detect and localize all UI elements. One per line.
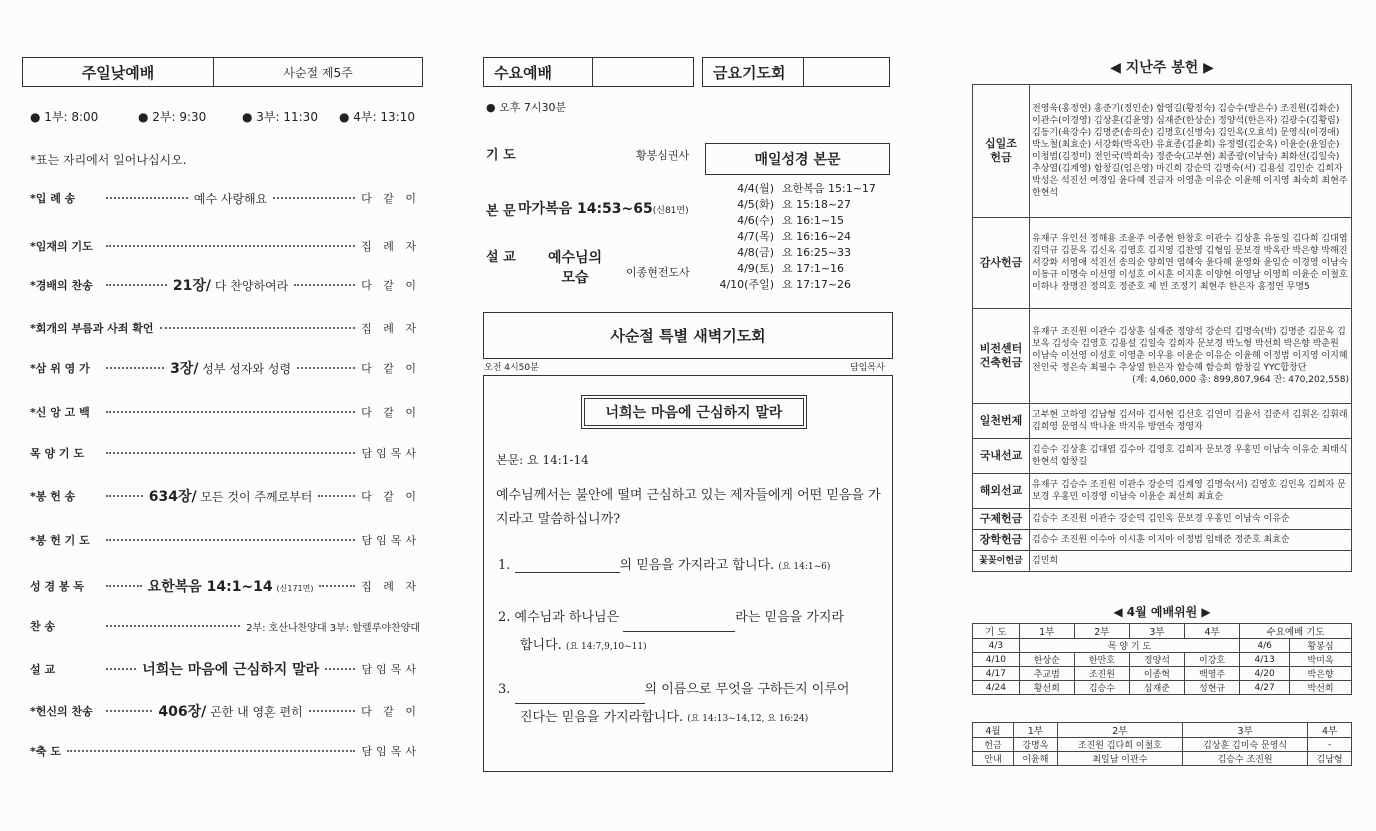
- q3-ref: (요 14:13~14,12, 요 16:24): [687, 714, 809, 724]
- offering-row: [973, 509, 1352, 530]
- order-who: 담임목사: [361, 663, 420, 676]
- order-who: 집 례 자: [361, 240, 420, 253]
- staff-c3: 정양석: [1129, 653, 1184, 667]
- q1-num: 1.: [498, 558, 511, 573]
- dot-leader: [160, 327, 356, 329]
- offering-names: [1030, 404, 1352, 439]
- study-title: 너희는 마음에 근심하지 말라: [584, 398, 804, 426]
- bible-date: 4/5(화): [737, 198, 774, 211]
- offering-category: 비전센터 건축헌금: [973, 309, 1030, 404]
- q2-num: 2.: [498, 610, 511, 625]
- dot-leader: [297, 367, 355, 369]
- dot-leader: [106, 495, 143, 497]
- staff-c1: 황선희: [1019, 681, 1074, 695]
- q2-text: 라는 믿음을 가지라: [735, 610, 845, 625]
- order-who: 다 같 이: [361, 279, 421, 292]
- order-content: [170, 358, 291, 378]
- time-1: ● 1부: 8:00: [30, 110, 99, 124]
- staff-wdate: 4/27: [1240, 681, 1290, 695]
- time-4: ● 4부: 13:10: [339, 110, 415, 124]
- order-row: [30, 578, 420, 594]
- order-who: 다 같 이: [361, 490, 421, 503]
- offering-names: [1030, 509, 1352, 530]
- staff-c4: 백영주: [1185, 667, 1240, 681]
- bible-item: [716, 229, 896, 245]
- order-content: [246, 619, 420, 634]
- wed-text-ref: [518, 198, 689, 218]
- order-label: *입 례 송: [30, 192, 76, 205]
- bible-date: 4/9(토): [737, 262, 774, 275]
- dot-leader: [106, 539, 355, 541]
- wed-sermon-who: 이종현전도사: [626, 266, 690, 279]
- duty-h4: 4부: [1308, 723, 1352, 738]
- duty-h2: 2부: [1057, 723, 1182, 738]
- staff-h1: 1부: [1019, 624, 1074, 639]
- dot-leader: [318, 495, 355, 497]
- time-2: ● 2부: 9:30: [138, 110, 207, 124]
- wed-text-ref-value: 마가복음 14:53~65: [518, 201, 653, 217]
- dot-leader: [106, 245, 355, 247]
- dot-leader: [319, 585, 355, 587]
- duty-c4: 김남형: [1308, 752, 1352, 766]
- order-row: [30, 238, 420, 254]
- offering-row: [973, 474, 1352, 509]
- order-row: [30, 661, 420, 677]
- bible-ref: 요 16:16~24: [782, 230, 852, 243]
- staff-h2: 2부: [1074, 624, 1129, 639]
- offering-names-text: 유재구 조진원 이관수 김상훈 심재준 정양석 강순덕 김명숙(박) 김명준 김문옥 김보옥 김성숙 김영호 김용설 김일숙 김희자 문보경 박노형 박선희 박은향 박춘원 이남숙 이선영 이성호 이영춘 이우용 이윤순 이유순 이윤해 이정범 이지영 이지혜 전인국 정은숙 최필수 추상열 한은자 함승혜 함승희 함창길 YYC합창단: [1032, 327, 1348, 373]
- offering-names: [1030, 439, 1352, 474]
- duty-c2: 최일남 이관수: [1057, 752, 1182, 766]
- offering-names-text: 김민희: [1032, 556, 1059, 566]
- wed-sermon-label: 설 교: [486, 250, 516, 265]
- staff-row: [973, 639, 1352, 653]
- offering-names: [1030, 474, 1352, 509]
- order-label: *회개의 부름과 사죄 확언: [30, 322, 154, 335]
- dot-leader: [106, 411, 355, 413]
- sunday-title: 주일낮예배: [23, 58, 214, 86]
- duty-label: 안내: [973, 752, 1014, 766]
- order-who: 담임목사: [361, 745, 420, 758]
- wed-sermon-title: [540, 248, 610, 288]
- offering-names-text: 고부현 고하영 김남형 김서아 김서현 김선호 김연미 김윤서 김준서 김휘온 김휘래 김희영 문영식 박나윤 박지유 방연숙 정영자: [1032, 410, 1348, 432]
- order-bold: 너희는 마음에 근심하지 말라: [142, 662, 320, 678]
- order-content: [142, 659, 319, 679]
- order-bold: 406장/: [158, 704, 207, 720]
- bible-date: 4/6(수): [737, 214, 774, 227]
- staff-header-row: [973, 624, 1352, 639]
- offering-names-text: 김승수 김상훈 김대엽 김수아 김영호 김희자 문보경 우홍민 이남숙 이유순 최태식 한현석 함창길: [1032, 445, 1348, 467]
- study-text: 본문: 요 14:1-14: [496, 453, 589, 467]
- staff-date: 4/17: [973, 667, 1020, 681]
- offering-title: ◀ 지난주 봉헌 ▶: [1110, 60, 1214, 76]
- order-label: *봉 헌 기 도: [30, 534, 90, 547]
- duty-label: 헌금: [973, 738, 1014, 752]
- order-row: [30, 190, 420, 206]
- duty-c1: 이윤해: [1014, 752, 1058, 766]
- bible-date: 4/10(주일): [719, 278, 774, 291]
- order-bold: 21장/: [172, 278, 212, 294]
- offering-category: 감사헌금: [973, 218, 1030, 309]
- order-text: 모든 것이 주께로부터: [200, 490, 313, 504]
- order-bold: 634장/: [148, 489, 197, 505]
- staff-title: ◀ 4월 예배위원 ▶: [1113, 605, 1211, 619]
- duty-c2: 조진원 김다희 이철호: [1057, 738, 1182, 752]
- duty-c4: -: [1308, 738, 1352, 752]
- bible-date: 4/8(금): [737, 246, 774, 259]
- offering-row: [973, 551, 1352, 572]
- q1-text: 의 믿음을 가지라고 합니다.: [619, 558, 775, 573]
- order-row: [30, 488, 420, 504]
- duty-row: [973, 738, 1352, 752]
- staff-wname: 황봉심: [1290, 639, 1352, 653]
- order-text: 성부 성자와 성령: [202, 362, 292, 376]
- dot-leader: [106, 452, 355, 454]
- staff-c2: 김승수: [1074, 681, 1129, 695]
- order-label: *헌신의 찬송: [30, 705, 93, 718]
- duty-h1: 1부: [1014, 723, 1058, 738]
- offering-names-text: 김승수 조진원 이관수 강순덕 김인옥 문보경 우홍민 이남숙 이유순: [1032, 514, 1290, 524]
- staff-c3: 심재준: [1129, 681, 1184, 695]
- offering-row: [973, 85, 1352, 218]
- wed-header: [483, 57, 694, 87]
- staff-c2: 조진원: [1074, 667, 1129, 681]
- order-text: 다 찬양하여라: [214, 279, 289, 293]
- order-text: 곤한 내 영혼 편히: [210, 705, 303, 719]
- staff-h0: 기 도: [973, 624, 1020, 639]
- offering-names: [1030, 551, 1352, 572]
- order-who: 집 례 자: [361, 322, 420, 335]
- order-who: 집 례 자: [361, 580, 420, 593]
- dot-leader: [106, 625, 240, 627]
- q3-num: 3.: [498, 682, 511, 697]
- order-text: 예수 사랑해요: [193, 191, 268, 206]
- dot-leader: [309, 710, 355, 712]
- bible-ref: 요 16:1~15: [782, 214, 845, 227]
- bible-ref: 요한복음 15:1~17: [782, 182, 876, 195]
- q2-line2: 합니다.: [520, 638, 562, 653]
- staff-h3: 3부: [1129, 624, 1184, 639]
- offering-names-text: 전영욱(홍정연) 홍준기(정인순) 함영길(황정숙) 김승수(방은수) 조진원(김화순) 이관수(이경영) 김상훈(김윤영) 심재준(한상순) 정양석(한은자) 김광수(김황림) 김동기(육강수) 김명준(송의순) 김명호(신병숙) 김인옥(오효석) 문영식(이경애) 박노철(최효순) 서강화(박옥란) 유효종(김윤희) 유정렬(김순옥) 이윤순(윤일순) 이청범(김정미) 전인국(박희숙) 정준숙(고부현) 최종광(이남숙) 최화선(김일숙) 추상열(김계영) 함창길(임은영) 마긴희 강순덕 김명숙(서) 김용설 김인순 김희자 박성은 석진선 여경임 윤다혜 진금자 이영춘 이유순 이윤해 이지영 최숙희 최현주 한현석: [1032, 104, 1348, 198]
- staff-date: 4/10: [973, 653, 1020, 667]
- duty-row: [973, 752, 1352, 766]
- order-label: *축 도: [30, 745, 61, 758]
- duty-header-row: [973, 723, 1352, 738]
- fri-header: [702, 57, 890, 87]
- offering-names: [1030, 530, 1352, 551]
- order-content: [173, 275, 288, 295]
- offering-category: 꽃꽂이헌금: [973, 551, 1030, 572]
- staff-row: [973, 653, 1352, 667]
- dawn-time: 오전 4시50분: [484, 363, 539, 373]
- order-who: 다 같 이: [361, 192, 420, 205]
- bible-ref: 요 17:1~16: [782, 262, 845, 275]
- dot-leader: [106, 197, 188, 199]
- offering-category: 장학헌금: [973, 530, 1030, 551]
- staff-h4: 4부: [1185, 624, 1240, 639]
- order-row: [30, 703, 420, 719]
- duty-c3: 김상훈 김미숙 문영식: [1182, 738, 1307, 752]
- daily-bible-title: 매일성경 본문: [705, 143, 890, 175]
- bible-ref: 요 15:18~27: [782, 198, 852, 211]
- q2-ref: (요 14:7,9,10~11): [565, 642, 647, 652]
- staff-c1: 한상순: [1019, 653, 1074, 667]
- order-bold: 3장/: [170, 361, 199, 377]
- bible-item: [716, 277, 896, 293]
- staff-row: [973, 681, 1352, 695]
- staff-wname: 박은향: [1290, 667, 1352, 681]
- order-who: 다 같 이: [361, 406, 420, 419]
- order-content: [194, 190, 267, 207]
- q3-line2: 진다는 믿음을 가지라합니다.: [520, 710, 684, 725]
- order-content: [148, 576, 314, 596]
- bible-ref: 요 16:25~33: [782, 246, 852, 259]
- dot-leader: [106, 710, 152, 712]
- time-3: ● 3부: 11:30: [242, 110, 318, 124]
- order-label: *삼 위 영 가: [30, 362, 90, 375]
- offering-category: 해외선교: [973, 474, 1030, 509]
- bible-item: [716, 261, 896, 277]
- order-row: [30, 743, 420, 759]
- order-who: 다 같 이: [361, 705, 421, 718]
- question-3: [498, 676, 888, 733]
- order-row: [30, 445, 420, 461]
- daily-bible-list: [716, 181, 896, 293]
- staff-c3: 이종혁: [1129, 667, 1184, 681]
- dawn-who: 담임목사: [850, 363, 885, 373]
- staff-table: [972, 623, 1352, 695]
- order-label: 찬 송: [30, 620, 56, 633]
- q1-ref: (요 14:1~6): [778, 562, 831, 572]
- wed-text-page: (신81면): [652, 206, 689, 216]
- duty-c3: 김승수 조진원: [1182, 752, 1307, 766]
- order-label: *임재의 기도: [30, 240, 93, 253]
- order-text: 2부: 호산나찬양대 3부: 할렐루야찬양대: [246, 622, 420, 634]
- bible-item: [716, 181, 896, 197]
- bible-item: [716, 197, 896, 213]
- staff-c4: 이강호: [1185, 653, 1240, 667]
- staff-wdate: 4/13: [1240, 653, 1290, 667]
- wed-sermon-title-2: 모습: [561, 270, 589, 286]
- offering-names: [1030, 85, 1352, 218]
- offering-sum: (계: 4,060,000 총: 899,807,964 잔: 470,202,558): [1132, 375, 1349, 385]
- duty-h0: 4월: [973, 723, 1014, 738]
- offering-names-text: 유재구 김승수 조진원 이관수 강순덕 김계영 김명숙(서) 김영호 김인옥 김희자 문보경 우홍민 이경영 이남숙 이윤순 최선희 최효순: [1032, 480, 1346, 502]
- offering-names: [1030, 218, 1352, 309]
- duty-c1: 강명옥: [1014, 738, 1058, 752]
- staff-wdate: 4/20: [1240, 667, 1290, 681]
- offering-row: [973, 404, 1352, 439]
- wed-title: 수요예배: [484, 58, 593, 86]
- dot-leader: [106, 585, 142, 587]
- order-row: [30, 320, 420, 336]
- order-label: 목 양 기 도: [30, 447, 84, 460]
- service-times: [30, 108, 430, 125]
- fri-title: 금요기도회: [703, 58, 804, 86]
- order-row: [30, 404, 420, 420]
- sunday-subtitle: 사순절 제5주: [283, 65, 353, 80]
- sunday-header: [22, 57, 423, 87]
- order-who: 담임목사: [361, 534, 420, 547]
- wed-prayer-label: 기 도: [486, 148, 516, 163]
- question-2: [498, 604, 888, 661]
- bible-ref: 요 17:17~26: [782, 278, 852, 291]
- offering-category: 국내선교: [973, 439, 1030, 474]
- offering-row: [973, 218, 1352, 309]
- order-content: [149, 486, 313, 506]
- wed-time: ● 오후 7시30분: [486, 101, 567, 114]
- offering-category: 십일조 헌금: [973, 85, 1030, 218]
- bible-date: 4/7(목): [737, 230, 774, 243]
- staff-date: 4/3: [973, 639, 1020, 653]
- dot-leader: [67, 750, 356, 752]
- question-1: [498, 554, 888, 573]
- study-box: [483, 375, 893, 772]
- offering-names: [1030, 309, 1352, 404]
- order-label: *경배의 찬송: [30, 279, 93, 292]
- standing-note: *표는 자리에서 일어나십시오.: [30, 153, 187, 167]
- offering-names-text: 유재구 유인선 정해용 조윤주 이종현 한창호 이관수 김상훈 유동일 김다희 김대엽 김덕규 김문옥 김신옥 김영호 김지영 김찬영 김형임 문보경 박옥란 박은향 박해진 서강화 서영애 석진선 송의순 양희연 염혜숙 윤다혜 윤영화 윤임순 이경영 이남숙 이동규 이명숙 이선영 이성호 이시훈 이지훈 이양현 이영남 이영희 이윤순 이철호 이하나 장명진 정의호 정준호 제 빈 조정기 최현주 한은자 홍정연 무명5: [1032, 234, 1348, 292]
- bible-item: [716, 213, 896, 229]
- staff-h5: 수요예배 기도: [1240, 624, 1352, 639]
- dot-leader: [294, 284, 355, 286]
- wed-prayer-who: 황봉심권사: [636, 149, 690, 162]
- study-intro: 예수님께서는 불안에 떨며 근심하고 있는 제자들에게 어떤 믿음을 가지라고 말씀하십니까?: [496, 488, 881, 527]
- order-row: [30, 277, 420, 293]
- dot-leader: [273, 197, 355, 199]
- duty-h3: 3부: [1182, 723, 1307, 738]
- staff-wname: 박선희: [1290, 681, 1352, 695]
- order-text: (신171면): [276, 584, 314, 593]
- dot-leader: [106, 367, 164, 369]
- order-label: *신 앙 고 백: [30, 406, 90, 419]
- bible-item: [716, 245, 896, 261]
- order-label: 설 교: [30, 663, 56, 676]
- order-who: 다 같 이: [361, 362, 420, 375]
- offering-table: [972, 84, 1352, 572]
- staff-wname: 박미옥: [1290, 653, 1352, 667]
- offering-row: [973, 530, 1352, 551]
- offering-names-text: 김승수 조진원 이수아 이시훈 이지아 이정범 임태준 정준호 최효순: [1032, 535, 1290, 545]
- staff-row: [973, 667, 1352, 681]
- dot-leader: [106, 668, 136, 670]
- order-content: [158, 701, 302, 721]
- staff-c1: 추교범: [1019, 667, 1074, 681]
- dot-leader: [106, 284, 167, 286]
- duty-table: [972, 722, 1352, 766]
- staff-date: 4/24: [973, 681, 1020, 695]
- order-label: *봉 헌 송: [30, 490, 76, 503]
- offering-category: 일천번제: [973, 404, 1030, 439]
- order-row: [30, 618, 420, 634]
- q2-before: 예수님과 하나님은: [514, 610, 620, 625]
- order-bold: 요한복음 14:1~14: [147, 579, 273, 595]
- offering-row: [973, 439, 1352, 474]
- order-who: 담임목사: [361, 447, 420, 460]
- q3-text: 의 이름으로 무엇을 구하든지 이루어: [644, 682, 850, 697]
- offering-category: 구제헌금: [973, 509, 1030, 530]
- wed-sermon-title-1: 예수님의: [547, 250, 603, 266]
- bible-date: 4/4(월): [737, 182, 774, 195]
- staff-c4: 성현규: [1185, 681, 1240, 695]
- dawn-title: 사순절 특별 새벽기도회: [483, 312, 893, 359]
- order-label: 성 경 봉 독: [30, 580, 84, 593]
- staff-merged: 목 양 기 도: [1019, 639, 1239, 653]
- q1-blank[interactable]: [515, 572, 620, 573]
- order-row: [30, 532, 420, 548]
- wed-text-label: 본 문: [486, 204, 516, 219]
- dot-leader: [325, 668, 355, 670]
- offering-row: [973, 309, 1352, 404]
- order-row: [30, 360, 420, 376]
- staff-c2: 한만호: [1074, 653, 1129, 667]
- staff-wdate: 4/6: [1240, 639, 1290, 653]
